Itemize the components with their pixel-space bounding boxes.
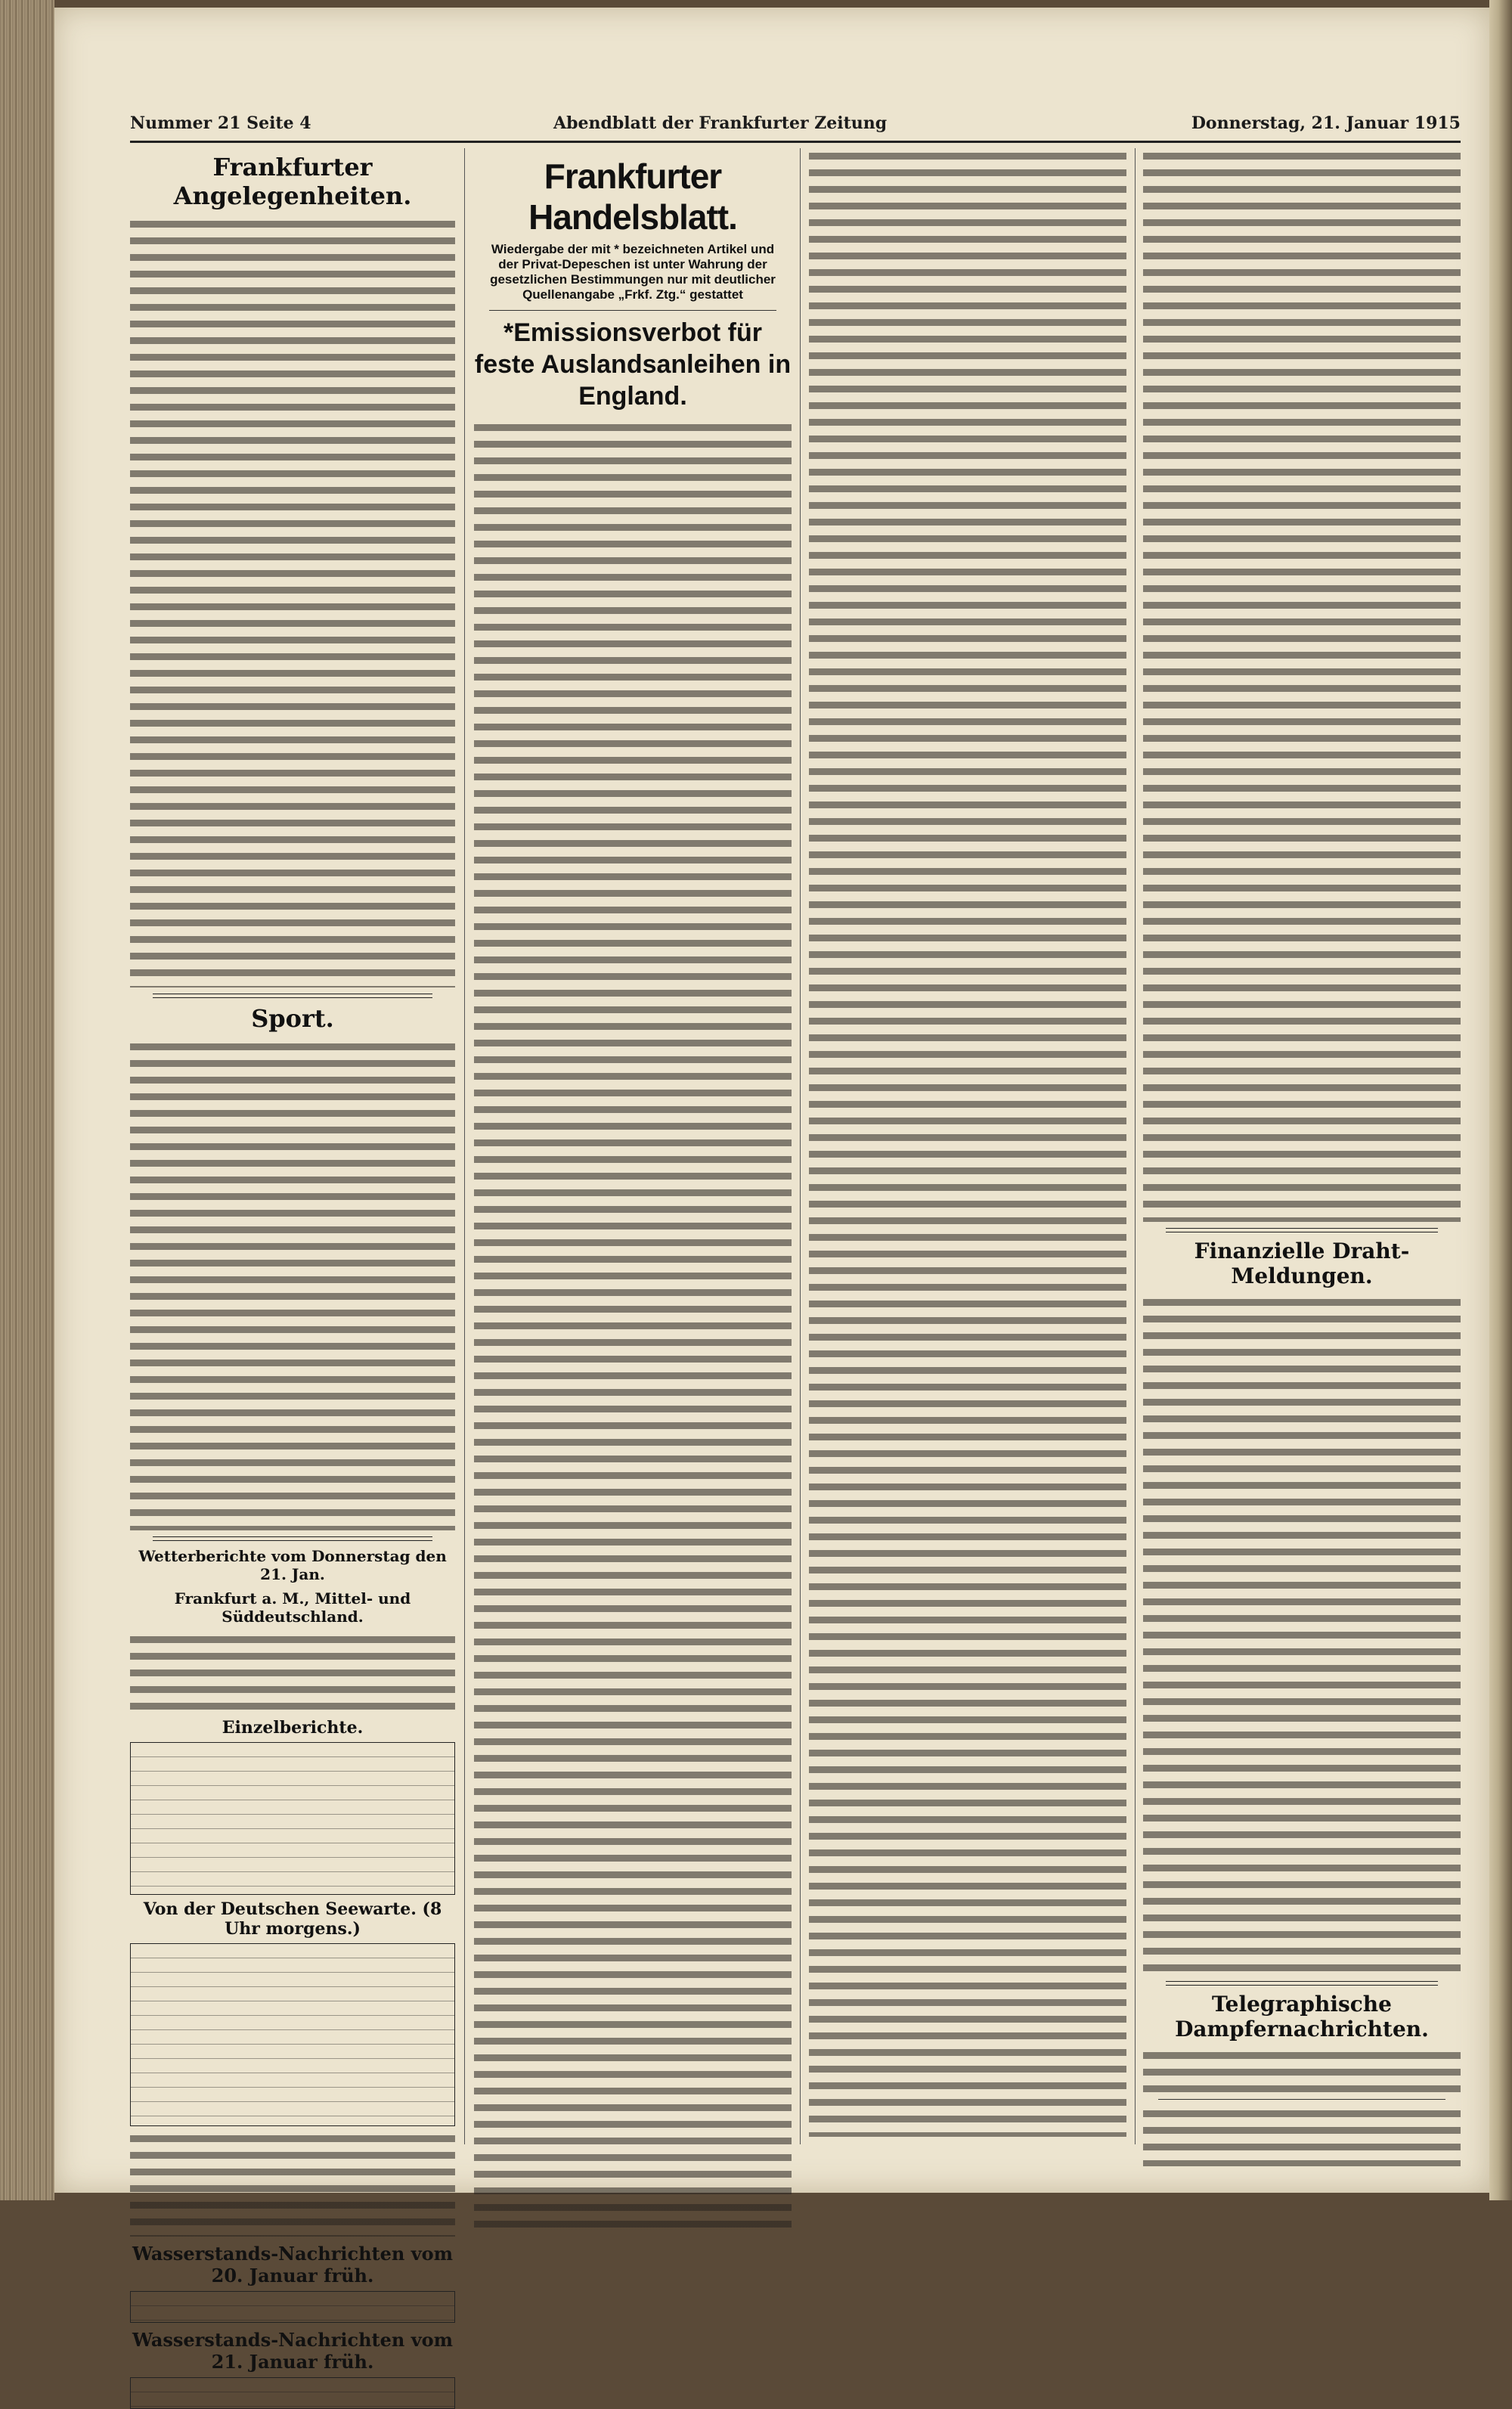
column-rule bbox=[1135, 148, 1136, 2144]
section-title: Telegraphische Dampfernachrichten. bbox=[1175, 1992, 1429, 2042]
article-text bbox=[809, 148, 1126, 2137]
column-rule bbox=[800, 148, 801, 2144]
article-text bbox=[1143, 1294, 1461, 1975]
divider bbox=[1166, 1228, 1438, 1232]
running-header bbox=[130, 113, 1461, 143]
column-1 bbox=[130, 148, 455, 2373]
weather-title: Wetterberichte vom Donnerstag den 21. Jan. bbox=[138, 1547, 447, 1583]
water-level-table bbox=[130, 2377, 455, 2409]
binding-edge bbox=[0, 0, 54, 2200]
section-title: Frankfurter Handelsblatt. bbox=[528, 157, 737, 237]
article-text bbox=[1143, 148, 1461, 1222]
divider bbox=[1158, 2099, 1445, 2100]
masthead: Abendblatt der Frankfurter Zeitung bbox=[553, 113, 888, 133]
section-title: Frankfurter Angelegenheiten. bbox=[173, 153, 412, 210]
article-title: *Emissionsverbot für feste Auslandsanleihen in England. bbox=[474, 318, 792, 411]
water-level-title: Wasserstands-Nachrichten vom 20. Januar früh. bbox=[132, 2243, 454, 2287]
water-level-table bbox=[130, 2291, 455, 2323]
article-text bbox=[130, 216, 455, 987]
seewarte-table bbox=[130, 1943, 455, 2126]
newspaper-page bbox=[54, 8, 1489, 2373]
section-title: Finanzielle Draht-Meldungen. bbox=[1194, 1239, 1410, 1288]
article-text bbox=[130, 2131, 455, 2237]
divider bbox=[153, 1536, 432, 1541]
imprint-text bbox=[1143, 2106, 1461, 2166]
column-4 bbox=[1143, 148, 1461, 2144]
weather-subtitle: Frankfurt a. M., Mittel- und Süddeutschland. bbox=[174, 1589, 411, 1626]
article-text bbox=[1143, 2048, 1461, 2093]
divider bbox=[1166, 1981, 1438, 1986]
weather-table bbox=[130, 1742, 455, 1895]
issue-date: Donnerstag, 21. Januar 1915 bbox=[1191, 113, 1461, 133]
article-text bbox=[130, 1039, 455, 1530]
article-text bbox=[474, 420, 792, 2234]
divider bbox=[153, 994, 432, 998]
column-3 bbox=[809, 148, 1126, 2144]
column-rule bbox=[464, 148, 465, 2144]
column-2 bbox=[474, 148, 792, 2144]
table-title: Einzelberichte. bbox=[222, 1718, 364, 1738]
page-number: Nummer 21 Seite 4 bbox=[130, 113, 311, 133]
table-title: Von der Deutschen Seewarte. (8 Uhr morgens.) bbox=[143, 1899, 442, 1939]
section-title: Sport. bbox=[251, 1004, 334, 1033]
water-level-title: Wasserstands-Nachrichten vom 21. Januar früh. bbox=[132, 2329, 454, 2373]
page-edge bbox=[1489, 0, 1512, 2200]
article-text bbox=[130, 1632, 455, 1715]
divider bbox=[489, 310, 776, 311]
section-subtitle: Wiedergabe der mit * bezeichneten Artikel und der Privat-Depeschen ist unter Wahrung der gesetzlichen Bestimmungen nur mit deutlicher Quellenangabe „Frkf. Ztg.“ gestattet bbox=[490, 242, 776, 302]
